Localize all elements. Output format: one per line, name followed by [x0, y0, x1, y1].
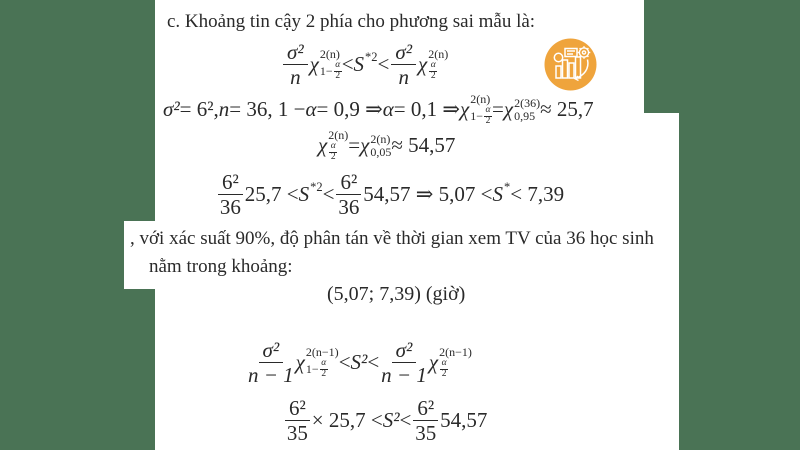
alpha-over-two — [320, 359, 328, 379]
six-squared: 6² — [218, 171, 243, 195]
alpha-symbol: α — [335, 60, 341, 71]
interval-result: (5,07; 7,39) (giờ) — [327, 283, 466, 305]
equals-six-squared: = 6², — [179, 97, 219, 121]
two: 2 — [441, 368, 447, 379]
six-squared: 6² — [285, 397, 310, 421]
chi-scripts — [470, 93, 492, 126]
one-minus: 1− — [470, 109, 483, 123]
chi-subscript — [320, 61, 342, 81]
conclusion-text-line1: , với xác suất 90%, độ phân tán về thời gian xem TV của 36 học sinh — [130, 228, 654, 249]
chi-scripts — [514, 97, 540, 122]
formula-parameters — [163, 93, 594, 126]
chi-superscript: 2(n) — [370, 132, 391, 146]
alpha-symbol: α — [382, 97, 394, 121]
less-than: < — [338, 350, 351, 375]
equals-01: = 0,1 ⇒ — [393, 97, 460, 121]
two: 2 — [330, 151, 336, 162]
sigma-squared: σ² — [392, 339, 417, 363]
chi-superscript: 2(n−1) — [305, 345, 339, 360]
chi-scripts — [320, 48, 342, 81]
two: 2 — [335, 70, 341, 81]
fraction — [283, 41, 308, 88]
less-than: < — [399, 408, 412, 433]
alpha-over-two — [329, 142, 337, 162]
formula-sample-variance-ci — [281, 41, 448, 88]
S-symbol: S — [492, 182, 503, 207]
S-superscript: *2 — [365, 50, 378, 65]
equals: = — [491, 97, 504, 121]
two: 2 — [485, 115, 491, 126]
thirty-five: 35 — [415, 421, 437, 446]
thirty-six: 36 — [338, 195, 360, 220]
icon-circle — [545, 39, 597, 91]
chi-superscript: 2(n) — [319, 47, 340, 62]
chi-symbol: χ — [418, 52, 428, 77]
alpha-over-two — [429, 61, 437, 81]
n-minus-1: n − 1 — [381, 363, 427, 388]
chi-subscript — [428, 61, 437, 81]
one-minus: 1− — [305, 362, 319, 377]
formula-chi-005 — [318, 129, 455, 162]
n-minus-1: n − 1 — [248, 363, 294, 388]
less-than: < — [367, 350, 380, 375]
section-title: c. Khoảng tin cậy 2 phía cho phương sai mẫu là: — [167, 11, 536, 32]
fraction — [218, 171, 243, 218]
six-squared: 6² — [336, 171, 361, 195]
approx-result: ≈ 25,7 — [540, 97, 594, 121]
chi-subscript — [439, 359, 448, 379]
six-squared: 6² — [413, 397, 438, 421]
alpha-symbol: α — [305, 97, 317, 121]
less-than: < — [322, 182, 335, 207]
S-symbol: S — [298, 182, 310, 207]
implies-507: 54,57 ⇒ 5,07 < — [363, 182, 493, 207]
fraction — [413, 397, 438, 444]
chi-subscript — [306, 359, 328, 379]
statistics-analysis-icon — [542, 36, 599, 93]
chi-scripts — [370, 133, 391, 158]
less-than: < — [341, 52, 354, 77]
sigma-squared: σ² — [283, 41, 308, 65]
chi-symbol: χ — [309, 52, 319, 77]
conclusion-text-line2: nằm trong khoảng: — [149, 256, 293, 277]
alpha-over-two — [334, 61, 342, 81]
S-superscript: *2 — [310, 180, 323, 195]
chi-superscript: 2(n) — [470, 92, 491, 106]
times-257: × 25,7 < — [311, 408, 383, 433]
chi-symbol: χ — [459, 97, 470, 121]
chi-subscript: 0,95 — [514, 109, 536, 123]
S-superscript: * — [503, 180, 511, 195]
chi-symbol: χ — [428, 350, 439, 375]
n-symbol: n — [290, 65, 301, 90]
thirty-six: 36 — [219, 195, 241, 220]
fraction — [285, 397, 310, 444]
chi-superscript: 2(n) — [428, 47, 449, 62]
equals: = — [348, 133, 361, 157]
two: 2 — [430, 70, 436, 81]
S-squared: S² — [350, 350, 368, 375]
n-symbol: n — [218, 97, 230, 121]
value-5457: 54,57 — [440, 408, 488, 433]
less-than: < — [377, 52, 390, 77]
formula-population-variance-ci — [246, 339, 472, 386]
chi-symbol: χ — [318, 133, 328, 157]
chi-scripts — [306, 346, 339, 379]
approx-result: ≈ 54,57 — [391, 133, 456, 157]
chi-subscript: 0,05 — [370, 145, 392, 159]
chi-subscript — [328, 142, 337, 162]
chi-symbol: χ — [295, 350, 305, 375]
one-minus: 1− — [319, 64, 333, 79]
sigma-squared: σ² — [259, 339, 284, 363]
chi-scripts — [328, 129, 348, 162]
fraction — [381, 339, 427, 386]
chi-scripts — [428, 48, 448, 81]
alpha-over-two — [440, 359, 448, 379]
sigma-squared: σ² — [391, 41, 416, 65]
chi-symbol: χ — [360, 133, 370, 157]
less-than-739: < 7,39 — [510, 182, 565, 207]
chi-superscript: 2(n−1) — [439, 345, 472, 360]
alpha-symbol: α — [441, 358, 447, 369]
S-squared: S² — [382, 408, 400, 433]
thirty-five: 35 — [286, 421, 308, 446]
chi-superscript: 2(36) — [514, 96, 541, 110]
alpha-symbol: α — [430, 60, 436, 71]
analytics-icon-svg — [542, 36, 599, 93]
equals-36: = 36, 1 − — [229, 97, 306, 121]
alpha-over-two — [484, 106, 492, 126]
S-symbol: S — [353, 52, 365, 77]
fraction — [391, 41, 416, 88]
n-symbol: n — [398, 65, 409, 90]
fraction — [248, 339, 294, 386]
alpha-symbol: α — [321, 358, 327, 369]
equals-09: = 0,9 ⇒ — [316, 97, 383, 121]
sigma-squared: σ² — [163, 97, 180, 121]
formula-numeric-bounds-s2 — [283, 397, 487, 444]
chi-subscript — [470, 106, 492, 126]
value-257: 25,7 < — [244, 182, 299, 207]
alpha-symbol: α — [485, 105, 491, 115]
chi-symbol: χ — [503, 97, 514, 121]
fraction — [336, 171, 361, 218]
chi-superscript: 2(n) — [328, 128, 349, 142]
two: 2 — [321, 368, 327, 379]
chi-scripts — [439, 346, 472, 379]
formula-numeric-bounds — [216, 171, 564, 218]
alpha-symbol: α — [330, 141, 336, 151]
